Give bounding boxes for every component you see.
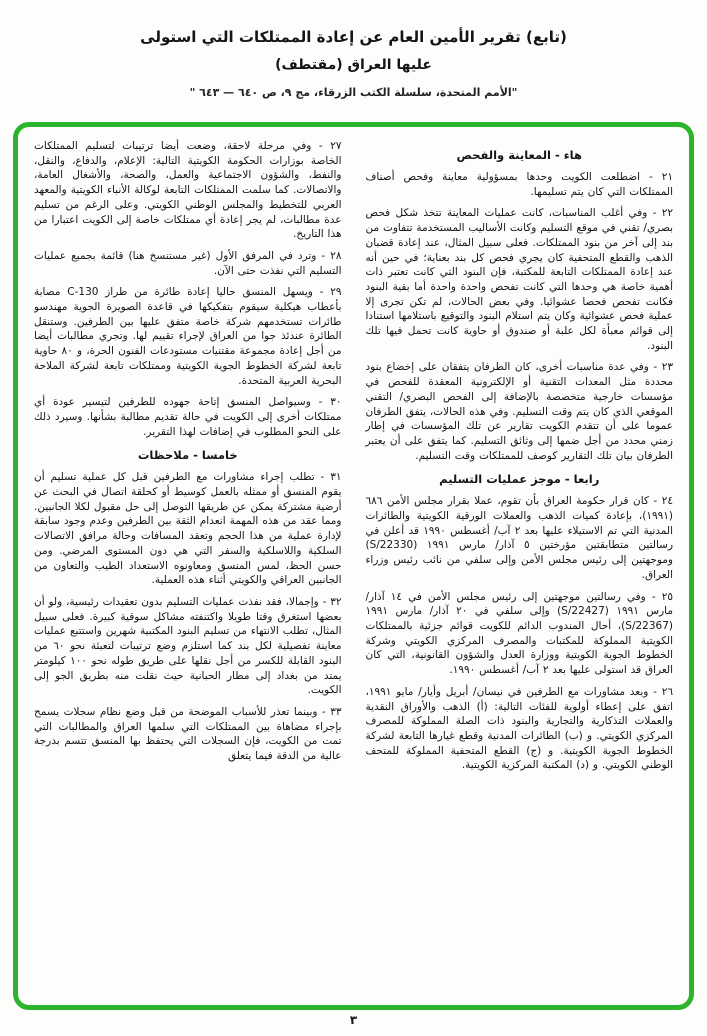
paragraph: ٢٢ - وفي أغلب المناسبات، كانت عمليات المعاينة تتخذ شكل فحص بصري/ تقني في موقع التسليم وكانت الأساليب المستخدمة تتفاوت من بند إلى آخر من بنود الممتلكات. فعلى سبيل المثال، عند إعادة قضبان الذهب والقطع المتحفية كان يجري فحص كل بند بعناية؛ في حين أنه عند إعادة الممتلكات التابعة للمكتبة، فإن البنود التي كانت تعتبر ذات أهمية خاصة هي وحدها التي كانت تفحص واحدة واحدة أما بقية البنود فكانت تفحص فحصا عشوائيا. وفي بعض الحالات، لم تكن تجرى إلا عملية فحص عشوائية وكان يتم استلام البنود والتوقيع باستلامها استنادا إلى قوائم معبأة لكل علبة أو صندوق أو حاوية كانت تحمل فيها تلك البنود.: [365, 207, 673, 352]
paragraph: ٣٣ - وبينما تعذر للأسباب الموضحة من قبل وضع نظام سجلات يسمح بإجراء مضاهاة بين الممتلكات التي سلمها العراق والمطالبات التي تمت من الكويت، فإن السجلات التي يحتفظ بها المنسق تتسم بدرجة عالية من الدقة فيما يتعلق: [34, 705, 342, 763]
two-column-layout: [34, 139, 673, 995]
paragraph: ٢٨ - وترد في المرفق الأول (غير مستنسخ هنا) قائمة بجميع عمليات التسليم التي نفذت حتى الآن.: [34, 249, 342, 277]
paragraph: ٢٤ - كان قرار حكومة العراق بأن تقوم، عملا بقرار مجلس الأمن ٦٨٦ (١٩٩١)، بإعادة كميات الذهب والعملات الورقية الكويتية والطائرات المدنية التي تم الاستيلاء عليها بعد ٢ آب/ أغسطس ١٩٩٠ قد أعلن في رسالتين متطابقتين مؤرختين ٥ آذار/ مارس ١٩٩١ (S/22330) وموجهتين إلى رئيس مجلس الأمن وإلى سلفي من نائب رئيس وزراء العراق.: [365, 495, 673, 581]
source-citation: "الأمم المتحدة، سلسلة الكتب الزرقاء، مج ٩، ص ٦٤٠ — ٦٤٣ ": [189, 86, 518, 99]
paragraph: ٢٥ - وفي رسالتين موجهتين إلى رئيس مجلس الأمن في ١٤ آذار/ مارس ١٩٩١ (S/22427) وإلى سلفي في ٢٠ آذار/ مارس ١٩٩١ (S/22367)، أحال المندوب الدائم للكويت قوائم جزئية بالممتلكات الكويتية المملوكة للمكتبات والمصرف المركزي الكويتي وشركة الخطوط الجوية الكويتية ووزارة العدل والشؤون القانونية، التي كان العراق قد استولى عليها بعد ٢ آب/ أغسطس ١٩٩٠.: [365, 590, 673, 677]
column-left: [34, 139, 342, 995]
column-right: [366, 139, 674, 995]
paragraph: ٣٠ - وسيواصل المنسق إتاحة جهوده للطرفين لتيسير عودة أي ممتلكات أخرى إلى الكويت في حالة تقديم مطالبة بشأنها. وسيرد ذلك على النحو المطلوب في إضافات لهذا التقرير.: [34, 396, 342, 438]
paragraph: ٢٩ - ويسهل المنسق حاليا إعادة طائرة من طراز C-130 مصابة بأعطاب هيكلية سيقوم بتفكيكها في قاعدة الصويرة الجوية مهندسو طائرات تستخدمهم شركة خاصة متفق عليها بين الطرفين. وستنقل الطائرة عندئذ جوا من العراق لإجراء تقييم لها. وتجري مطالبات أيضا من أجل إعادة مجموعة مقتنيات مستودعات الفنون الحرة، و ٨٠ حاوية تابعة لشركة الخطوط الجوية الكويتية وممتلكات تابعة لشركة الملاحة البحرية العربية المتحدة.: [34, 286, 342, 387]
section-heading: رابعا - موجز عمليات التسليم: [439, 472, 600, 487]
page-header: [0, 0, 707, 99]
green-content-border: [13, 122, 694, 1010]
paragraph: ٢٧ - وفي مرحلة لاحقة، وضعت أيضا ترتيبات لتسليم الممتلكات الخاصة بوزارات الحكومة الكويتية التالية: الإعلام، والدفاع، والنقل، والنفط، والشؤون الاجتماعية والعمل، والصحة، والأشغال العامة، والاتصالات. كما سلمت الممتلكات التابعة لوكالة الأنباء الكويتية والمعهد العربي للتخطيط والمجلس الوطني الكويتي. وعلى الرغم من تسليم عدة مطالبات، لم يجر إعادة أي ممتلكات خاصة إلى الكويت اعتبارا من هذا التاريخ.: [34, 140, 342, 241]
paragraph: ٢٦ - وبعد مشاورات مع الطرفين في نيسان/ أبريل وأيار/ مايو ١٩٩١، اتفق على إعطاء أولوية للفئات التالية: (أ) الذهب والأوراق النقدية والعملات التذكارية والتجارية والبنود ذات الصلة المملوكة للمصرف المركزي الكويتي. و (ب) الطائرات المدنية وقطع غيارها التابعة لشركة الخطوط الجوية الكويتية. و (ج) القطع المتحفية المملوكة للمتحف الوطني الكويتي. و (د) المكتبة المركزية الكويتية.: [365, 685, 673, 772]
paragraph: ٣٢ - وإجمالا، فقد نفذت عمليات التسليم بدون تعقيدات رئيسية، ولو أن بعضها استغرق وقتا طويلا واكتنفته مشاكل سوقية كبيرة. فعلى سبيل المثال، تطلب الانتهاء من تسليم البنود المكتبية شهرين واستتبع عمليات معاينة تفصيلية لكل بند كما استلزم وضع ترتيبات لتعبئة نحو ٦٠ من البنود القابلة للكسر من أجل نقلها على طريق طوله نحو ١٠٠ كيلومتر يمتد من بغداد إلى مطار الحبانية حيث نقلت منه بطريق الجو إلى الكويت.: [34, 595, 342, 697]
section-heading: خامسا - ملاحظات: [137, 448, 238, 463]
paragraph: ٣١ - تطلب إجراء مشاورات مع الطرفين قبل كل عملية تسليم أن يقوم المنسق أو ممثله بالعمل كوسيط أو كحلقة اتصال في البحث عن أرضية مشتركة يمكن عن طريقها التوصل إلى حل مقبول لكلا الجانبين. ومما عقد من هذه المهمة انعدام الثقة بين الطرفين وعدم وجود سابقة لإدارة عملية من هذا الحجم وتعقد المسافات وحالة مرافق الاتصالات السلكية واللاسلكية والسفر التي هي دون المستوى المرضي. ومن حسن الحظ، لمس المنسق ومعاونوه الاستعداد الطيب والتعاون من الجانبين العراقي والكويتي أثناء هذه العملية.: [34, 471, 342, 587]
document-title-line2: عليها العراق (مقتطف): [275, 57, 432, 73]
paragraph: ٢٣ - وفي عدة مناسبات أخرى، كان الطرفان يتفقان على إخضاع بنود محددة مثل المعدات التقنية أو الإلكترونية المعقدة للفحص في مؤسسات خارجية متخصصة بالإضافة إلى الفحص البصري/ التقني الموقعي الذي كان يتم وقت التسليم. وفي هذه الحالات، يتفق الطرفان عموما على أن تتقدم الكويت تقارير عن تلك المؤسسات في إطار زمني محدد من أجل ضمها إلى وثائق التسليم. كما يتفق على أن يعتبر الطرفان بيان تلك التقارير كوصف للممتلكات وقت التسليم.: [365, 361, 673, 462]
document-title-line1: (تابع) تقرير الأمين العام عن إعادة الممتلكات التي استولى: [140, 28, 567, 46]
paragraph: ٢١ - اضطلعت الكويت وحدها بمسؤولية معاينة وفحص أصناف الممتلكات التي كان يتم تسليمها.: [365, 171, 673, 198]
section-heading: هاء - المعاينة والفحص: [456, 148, 582, 162]
page-number: ٣: [349, 1013, 358, 1027]
